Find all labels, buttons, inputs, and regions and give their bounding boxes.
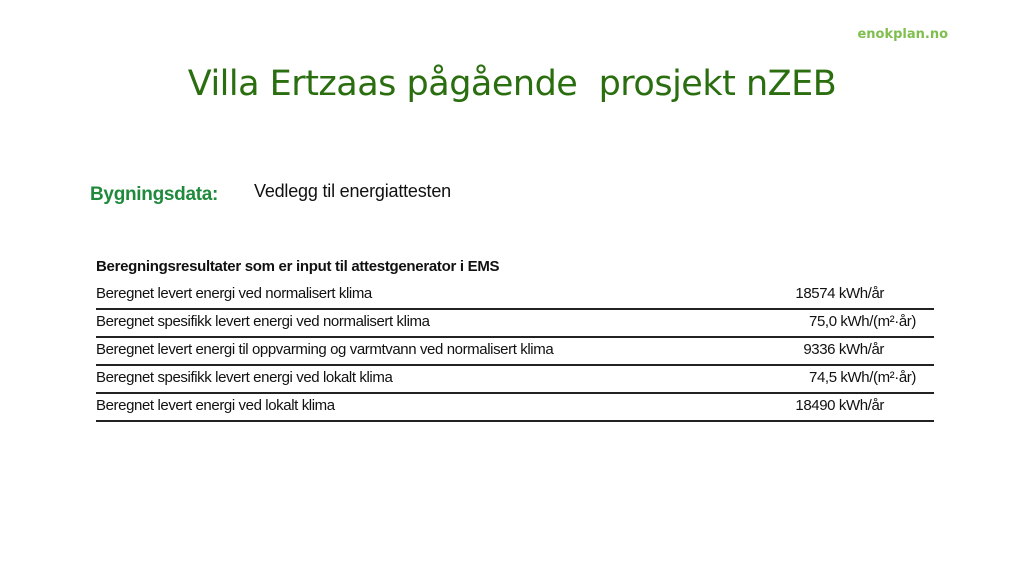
- table-row: [96, 338, 934, 366]
- row-label: Beregnet spesifikk levert energi ved lokalt klima: [96, 369, 393, 386]
- table-row: [96, 310, 934, 338]
- results-table: [96, 282, 934, 422]
- row-value: 75,0 kWh/(m²·år): [809, 313, 916, 330]
- table-row: [96, 282, 934, 310]
- slide-title: Villa Ertzaas pågående prosjekt nZEB: [187, 64, 837, 104]
- row-label: Beregnet levert energi ved lokalt klima: [96, 397, 335, 414]
- row-value: 18490 kWh/år: [795, 397, 884, 414]
- table-row: [96, 394, 934, 422]
- building-data-label: Bygningsdata:: [90, 184, 219, 205]
- row-label: Beregnet levert energi til oppvarming og varmtvann ved normalisert klima: [96, 341, 554, 358]
- results-table-title: Beregningsresultater som er input til attestgenerator i EMS: [96, 258, 500, 275]
- attachment-title: Vedlegg til energiattesten: [254, 181, 451, 201]
- row-value: 9336 kWh/år: [803, 341, 884, 358]
- table-row: [96, 366, 934, 394]
- row-label: Beregnet spesifikk levert energi ved normalisert klima: [96, 313, 430, 330]
- site-url-label: enokplan.no: [857, 27, 948, 42]
- row-value: 74,5 kWh/(m²·år): [809, 369, 916, 386]
- row-value: 18574 kWh/år: [795, 285, 884, 302]
- energy-certificate-excerpt: [84, 172, 944, 434]
- row-label: Beregnet levert energi ved normalisert klima: [96, 285, 372, 302]
